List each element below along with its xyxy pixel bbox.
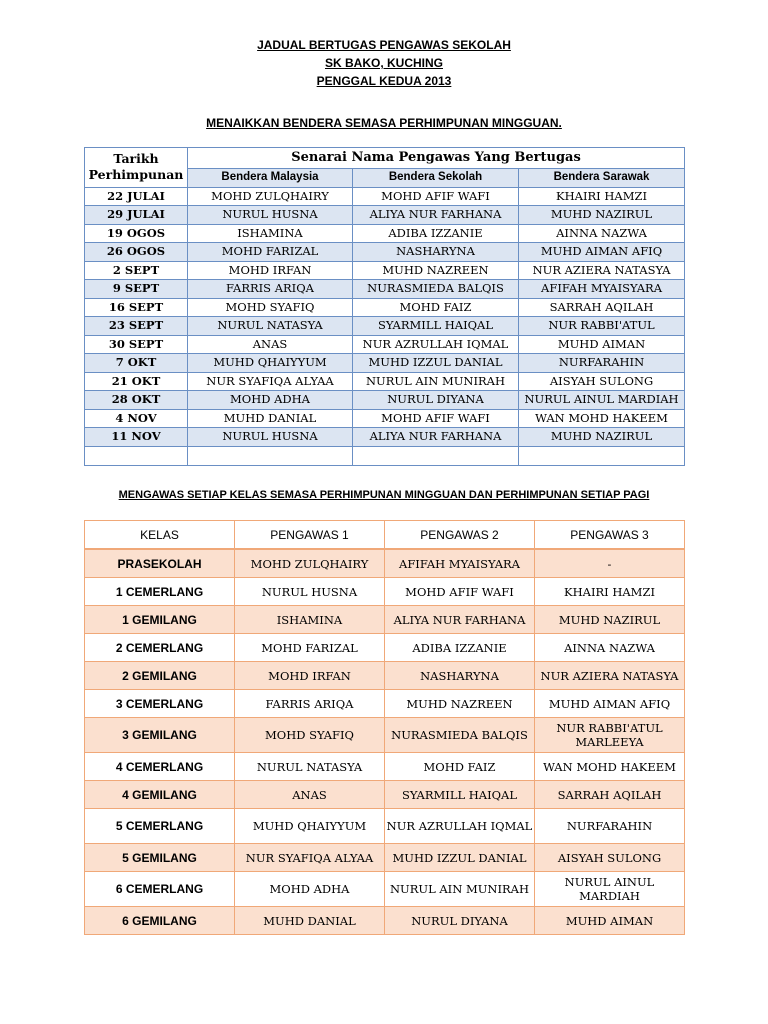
- cell-p1: MOHD ADHA: [235, 872, 385, 907]
- cell-sekolah: [353, 446, 519, 465]
- cell-sarawak: SARRAH AQILAH: [519, 298, 685, 317]
- cell-p1: MOHD FARIZAL: [235, 634, 385, 662]
- cell-kelas: 6 CEMERLANG: [85, 872, 235, 907]
- table-row: [85, 224, 685, 243]
- cell-sarawak: WAN MOHD HAKEEM: [519, 409, 685, 428]
- cell-malaysia: NUR SYAFIQA ALYAA: [188, 372, 353, 391]
- cell-malaysia: MOHD FARIZAL: [188, 243, 353, 262]
- header-school: SK BAKO, KUCHING: [324, 56, 443, 70]
- header-title: JADUAL BERTUGAS PENGAWAS SEKOLAH: [257, 38, 511, 52]
- cell-sekolah: NURASMIEDA BALQIS: [353, 280, 519, 299]
- table-row: [85, 844, 685, 872]
- col-p3-header: PENGAWAS 3: [535, 521, 685, 550]
- cell-sekolah: NURUL DIYANA: [353, 391, 519, 410]
- cell-p1: MUHD QHAIYYUM: [235, 809, 385, 844]
- col-malaysia-header: Bendera Malaysia: [188, 169, 353, 188]
- cell-malaysia: MOHD IRFAN: [188, 261, 353, 280]
- document-header: [0, 36, 768, 90]
- cell-p1: MUHD DANIAL: [235, 907, 385, 935]
- cell-date: 21 OKT: [85, 372, 188, 391]
- cell-date: 29 JULAI: [85, 206, 188, 225]
- table-row: [85, 280, 685, 299]
- table-row: [85, 428, 685, 447]
- cell-p1: ISHAMINA: [235, 606, 385, 634]
- cell-sarawak: MUHD AIMAN: [519, 335, 685, 354]
- cell-p3: NURUL AINUL MARDIAH: [535, 872, 685, 907]
- cell-p2: MOHD AFIF WAFI: [385, 578, 535, 606]
- table-row: [85, 261, 685, 280]
- cell-p1: NUR SYAFIQA ALYAA: [235, 844, 385, 872]
- cell-sarawak: AINNA NAZWA: [519, 224, 685, 243]
- cell-date: 28 OKT: [85, 391, 188, 410]
- table-row: [85, 372, 685, 391]
- table-row: [85, 634, 685, 662]
- cell-p2: MUHD NAZREEN: [385, 690, 535, 718]
- cell-kelas: 6 GEMILANG: [85, 907, 235, 935]
- cell-sekolah: ALIYA NUR FARHANA: [353, 428, 519, 447]
- cell-sarawak: NURUL AINUL MARDIAH: [519, 391, 685, 410]
- table-row: [85, 335, 685, 354]
- table-row: [85, 718, 685, 753]
- cell-sekolah: MOHD AFIF WAFI: [353, 409, 519, 428]
- cell-sarawak: NUR RABBI'ATUL: [519, 317, 685, 336]
- cell-kelas: 2 CEMERLANG: [85, 634, 235, 662]
- cell-sekolah: MUHD NAZREEN: [353, 261, 519, 280]
- table-row: [85, 872, 685, 907]
- table-row: [85, 578, 685, 606]
- table-row: [85, 206, 685, 225]
- cell-p3: AINNA NAZWA: [535, 634, 685, 662]
- table-row: [85, 781, 685, 809]
- table-row: [85, 317, 685, 336]
- cell-sarawak: NUR AZIERA NATASYA: [519, 261, 685, 280]
- cell-malaysia: MUHD DANIAL: [188, 409, 353, 428]
- cell-date: 16 SEPT: [85, 298, 188, 317]
- cell-date: 11 NOV: [85, 428, 188, 447]
- table-row: [85, 690, 685, 718]
- cell-malaysia: MUHD QHAIYYUM: [188, 354, 353, 373]
- table-row: [85, 606, 685, 634]
- cell-sekolah: SYARMILL HAIQAL: [353, 317, 519, 336]
- table-row: [85, 549, 685, 578]
- table-row: [85, 446, 685, 465]
- cell-p3: WAN MOHD HAKEEM: [535, 753, 685, 781]
- cell-p2: NUR AZRULLAH IQMAL: [385, 809, 535, 844]
- cell-sekolah: ADIBA IZZANIE: [353, 224, 519, 243]
- cell-sekolah: ALIYA NUR FARHANA: [353, 206, 519, 225]
- cell-p2: NURUL AIN MUNIRAH: [385, 872, 535, 907]
- cell-sarawak: [519, 446, 685, 465]
- cell-p2: NASHARYNA: [385, 662, 535, 690]
- col-p2-header: PENGAWAS 2: [385, 521, 535, 550]
- cell-p3: AISYAH SULONG: [535, 844, 685, 872]
- cell-kelas: 5 CEMERLANG: [85, 809, 235, 844]
- cell-p1: MOHD SYAFIQ: [235, 718, 385, 753]
- cell-malaysia: NURUL HUSNA: [188, 428, 353, 447]
- cell-p3: MUHD AIMAN AFIQ: [535, 690, 685, 718]
- cell-date: 19 OGOS: [85, 224, 188, 243]
- cell-kelas: 5 GEMILANG: [85, 844, 235, 872]
- cell-malaysia: ANAS: [188, 335, 353, 354]
- cell-sekolah: NUR AZRULLAH IQMAL: [353, 335, 519, 354]
- cell-date: 23 SEPT: [85, 317, 188, 336]
- cell-malaysia: ISHAMINA: [188, 224, 353, 243]
- cell-date: 30 SEPT: [85, 335, 188, 354]
- cell-sekolah: NURUL AIN MUNIRAH: [353, 372, 519, 391]
- cell-p2: MUHD IZZUL DANIAL: [385, 844, 535, 872]
- cell-p2: MOHD FAIZ: [385, 753, 535, 781]
- cell-kelas: 1 GEMILANG: [85, 606, 235, 634]
- section1-title: MENAIKKAN BENDERA SEMASA PERHIMPUNAN MINGGUAN.: [206, 116, 562, 130]
- cell-p3: MUHD NAZIRUL: [535, 606, 685, 634]
- cell-malaysia: MOHD ADHA: [188, 391, 353, 410]
- cell-p2: NURASMIEDA BALQIS: [385, 718, 535, 753]
- cell-date: 4 NOV: [85, 409, 188, 428]
- flag-duty-body: [85, 187, 685, 465]
- cell-sarawak: AFIFAH MYAISYARA: [519, 280, 685, 299]
- table-row: [85, 391, 685, 410]
- table-row: [85, 187, 685, 206]
- cell-kelas: 4 GEMILANG: [85, 781, 235, 809]
- cell-sekolah: MOHD AFIF WAFI: [353, 187, 519, 206]
- cell-sekolah: MOHD FAIZ: [353, 298, 519, 317]
- cell-kelas: 3 GEMILANG: [85, 718, 235, 753]
- cell-p1: ANAS: [235, 781, 385, 809]
- col-kelas-header: KELAS: [85, 521, 235, 550]
- cell-kelas: 2 GEMILANG: [85, 662, 235, 690]
- cell-p1: FARRIS ARIQA: [235, 690, 385, 718]
- cell-malaysia: [188, 446, 353, 465]
- table-row: [85, 753, 685, 781]
- cell-p3: KHAIRI HAMZI: [535, 578, 685, 606]
- col-p1-header: PENGAWAS 1: [235, 521, 385, 550]
- col-group-header: Senarai Nama Pengawas Yang Bertugas: [188, 148, 685, 169]
- table-row: [85, 298, 685, 317]
- class-duty-table: [84, 520, 685, 935]
- cell-p3: NUR AZIERA NATASYA: [535, 662, 685, 690]
- cell-malaysia: NURUL NATASYA: [188, 317, 353, 336]
- cell-sarawak: NURFARAHIN: [519, 354, 685, 373]
- cell-p1: MOHD IRFAN: [235, 662, 385, 690]
- cell-kelas: 3 CEMERLANG: [85, 690, 235, 718]
- cell-sarawak: MUHD AIMAN AFIQ: [519, 243, 685, 262]
- cell-p2: NURUL DIYANA: [385, 907, 535, 935]
- cell-p1: NURUL NATASYA: [235, 753, 385, 781]
- col-date-header: Tarikh Perhimpunan: [85, 148, 188, 188]
- cell-date: 2 SEPT: [85, 261, 188, 280]
- cell-sarawak: MUHD NAZIRUL: [519, 428, 685, 447]
- class-duty-body: [85, 549, 685, 935]
- cell-kelas: 4 CEMERLANG: [85, 753, 235, 781]
- cell-kelas: PRASEKOLAH: [85, 549, 235, 578]
- cell-malaysia: FARRIS ARIQA: [188, 280, 353, 299]
- cell-p1: MOHD ZULQHAIRY: [235, 549, 385, 578]
- cell-p3: MUHD AIMAN: [535, 907, 685, 935]
- table-row: [85, 243, 685, 262]
- cell-malaysia: NURUL HUSNA: [188, 206, 353, 225]
- cell-p1: NURUL HUSNA: [235, 578, 385, 606]
- table-row: [85, 354, 685, 373]
- cell-p2: ADIBA IZZANIE: [385, 634, 535, 662]
- cell-sarawak: MUHD NAZIRUL: [519, 206, 685, 225]
- cell-date: 7 OKT: [85, 354, 188, 373]
- cell-p2: SYARMILL HAIQAL: [385, 781, 535, 809]
- flag-duty-table: [84, 147, 685, 466]
- cell-p3: NUR RABBI'ATUL MARLEEYA: [535, 718, 685, 753]
- cell-kelas: 1 CEMERLANG: [85, 578, 235, 606]
- cell-sarawak: KHAIRI HAMZI: [519, 187, 685, 206]
- cell-p3: SARRAH AQILAH: [535, 781, 685, 809]
- table-row: [85, 907, 685, 935]
- table-row: [85, 662, 685, 690]
- cell-date: [85, 446, 188, 465]
- cell-p3: -: [535, 549, 685, 578]
- col-sekolah-header: Bendera Sekolah: [353, 169, 519, 188]
- cell-malaysia: MOHD SYAFIQ: [188, 298, 353, 317]
- cell-sekolah: NASHARYNA: [353, 243, 519, 262]
- header-term: PENGGAL KEDUA 2013: [316, 74, 452, 88]
- cell-p3: NURFARAHIN: [535, 809, 685, 844]
- cell-sarawak: AISYAH SULONG: [519, 372, 685, 391]
- cell-date: 9 SEPT: [85, 280, 188, 299]
- cell-date: 22 JULAI: [85, 187, 188, 206]
- cell-p2: AFIFAH MYAISYARA: [385, 549, 535, 578]
- table-row: [85, 809, 685, 844]
- cell-p2: ALIYA NUR FARHANA: [385, 606, 535, 634]
- cell-malaysia: MOHD ZULQHAIRY: [188, 187, 353, 206]
- table-row: [85, 409, 685, 428]
- section2-title: MENGAWAS SETIAP KELAS SEMASA PERHIMPUNAN MINGGUAN DAN PERHIMPUNAN SETIAP PAGI: [118, 489, 650, 501]
- col-sarawak-header: Bendera Sarawak: [519, 169, 685, 188]
- cell-sekolah: MUHD IZZUL DANIAL: [353, 354, 519, 373]
- cell-date: 26 OGOS: [85, 243, 188, 262]
